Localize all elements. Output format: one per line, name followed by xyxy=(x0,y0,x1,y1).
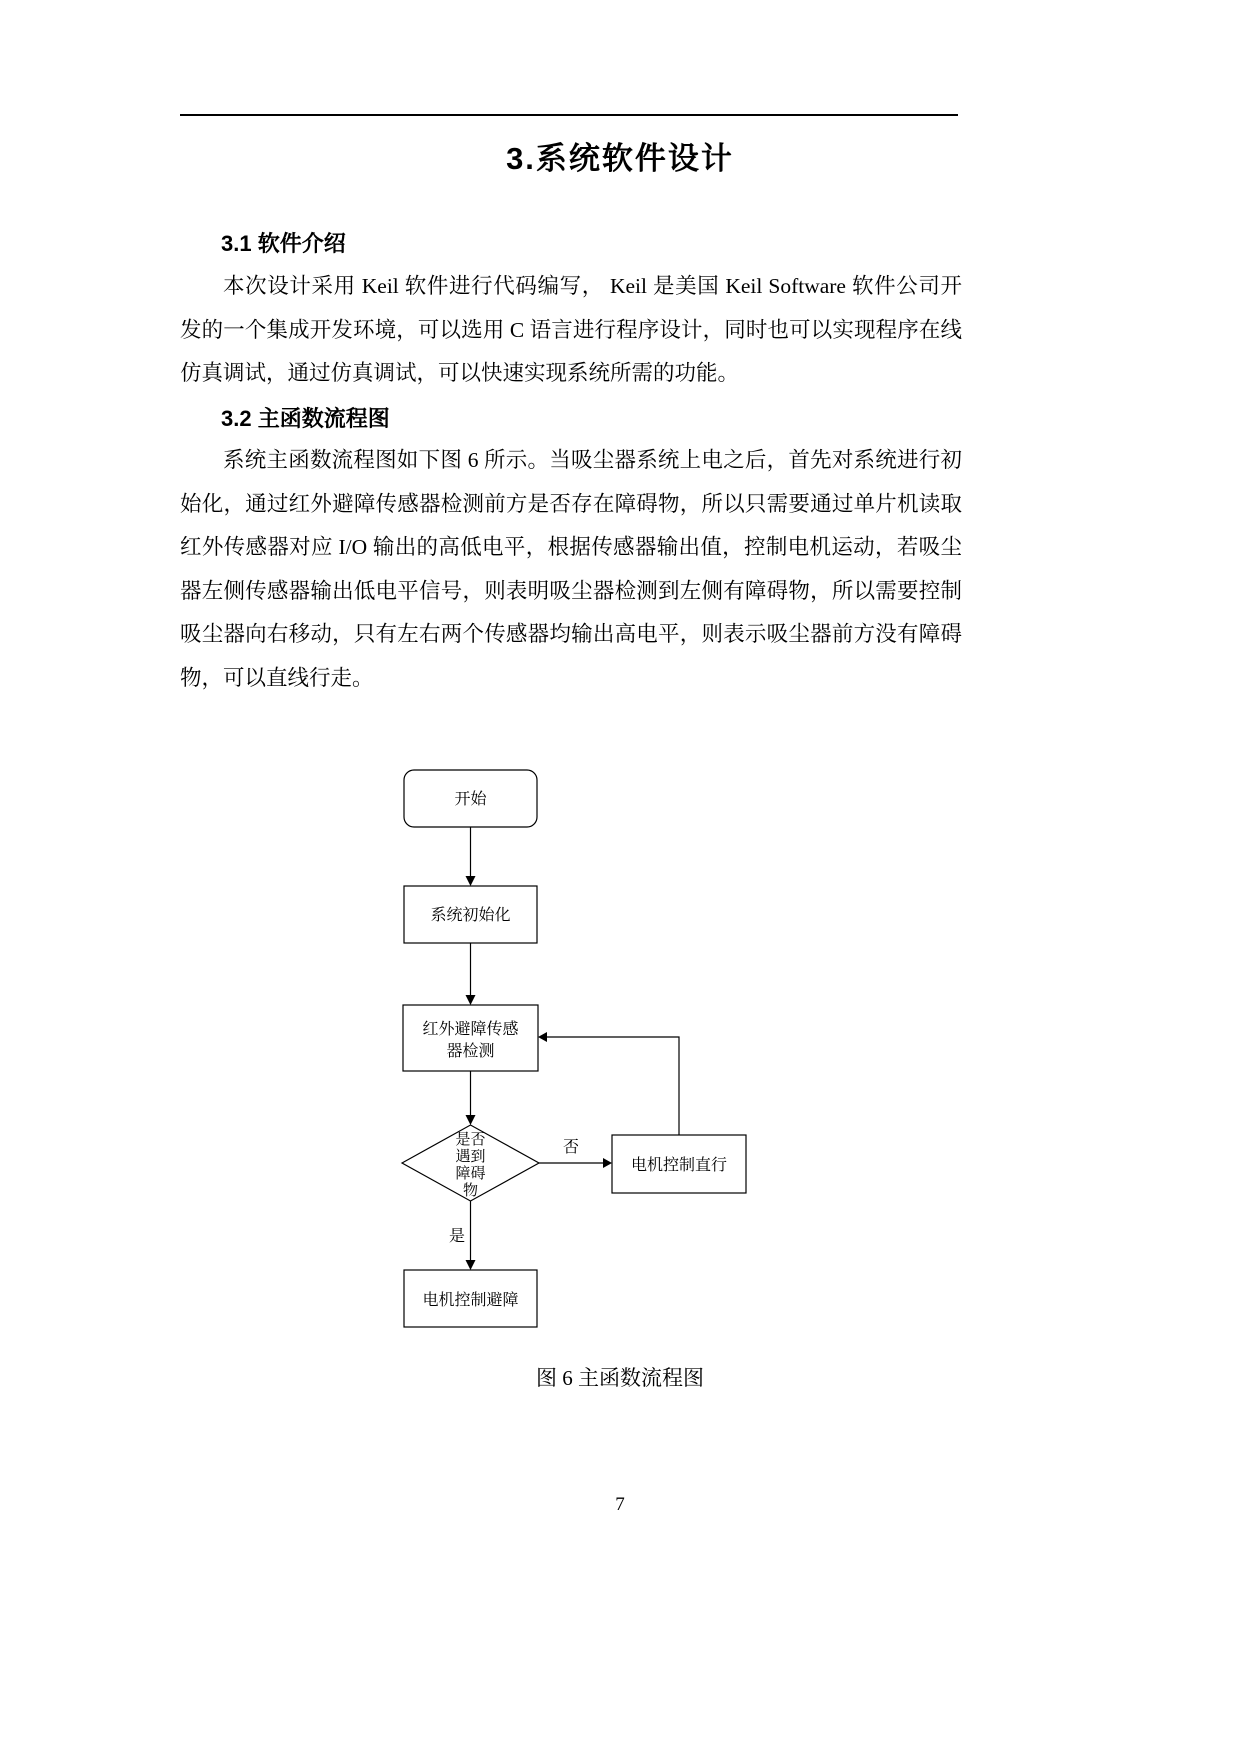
decision-label-line4: 物 xyxy=(462,1182,479,1199)
arrow-sensor-to-decision xyxy=(466,1071,476,1125)
sensor-node-shape xyxy=(403,1005,538,1071)
avoid-node-label: 电机控制避障 xyxy=(422,1292,519,1309)
flowchart-node-start xyxy=(404,770,537,827)
section-heading-main-flowchart: 3.2 主函数流程图 xyxy=(221,406,390,431)
main-function-flowchart xyxy=(350,760,810,1350)
section-heading-software-intro: 3.1 软件介绍 xyxy=(221,231,346,256)
sensor-node-label-line2: 器检测 xyxy=(446,1043,495,1060)
arrow-decision-to-avoid xyxy=(466,1201,476,1270)
decision-label-line2: 遇到 xyxy=(455,1148,486,1165)
arrow-init-to-sensor xyxy=(466,943,476,1005)
arrow-start-to-init xyxy=(466,827,476,886)
flowchart-node-motor-straight xyxy=(612,1135,746,1193)
start-node-label: 开始 xyxy=(454,791,487,808)
arrow-decision-to-straight xyxy=(539,1158,612,1168)
page-number: 7 xyxy=(615,1494,625,1515)
decision-label-line1: 是否 xyxy=(455,1131,486,1148)
flowchart-node-sensor-detect xyxy=(403,1005,538,1071)
decision-label-line3: 障碍 xyxy=(455,1165,486,1182)
header-rule xyxy=(180,114,958,116)
figure-caption: 图 6 主函数流程图 xyxy=(536,1366,704,1390)
sensor-node-label-line1: 红外避障传感 xyxy=(422,1021,519,1038)
paragraph-software-intro: 本次设计采用 Keil 软件进行代码编写， Keil 是美国 Keil Software 软件公司开发的一个集成开发环境，可以选用 C 语言进行程序设计，同时也可以实现程序在线仿真调试，通过仿真调试，可以快速实现系统所需的功能。 xyxy=(180,274,962,385)
straight-node-label: 电机控制直行 xyxy=(630,1157,728,1174)
arrow-straight-feedback-to-sensor xyxy=(538,1032,679,1135)
flowchart-node-motor-avoid xyxy=(404,1270,537,1327)
edge-label-no: 否 xyxy=(562,1139,580,1156)
edge-label-yes: 是 xyxy=(448,1228,466,1245)
init-node-label: 系统初始化 xyxy=(430,907,511,924)
flowchart-node-decision-obstacle xyxy=(402,1125,539,1201)
flowchart-node-init xyxy=(404,886,537,943)
paragraph-main-flowchart: 系统主函数流程图如下图 6 所示。当吸尘器系统上电之后，首先对系统进行初始化，通过红外避障传感器检测前方是否存在障碍物，所以只需要通过单片机读取红外传感器对应 I/O 输出的高低电平，根据传感器输出值，控制电机运动，若吸尘器左侧传感器输出低电平信号，则表明吸尘器检测到左侧有障碍物，所以需要控制吸尘器向右移动，只有左右两个传感器均输出高电平，则表示吸尘器前方没有障碍物，可以直线行走。 xyxy=(180,448,962,690)
page-title: 3.系统软件设计 xyxy=(506,141,734,176)
